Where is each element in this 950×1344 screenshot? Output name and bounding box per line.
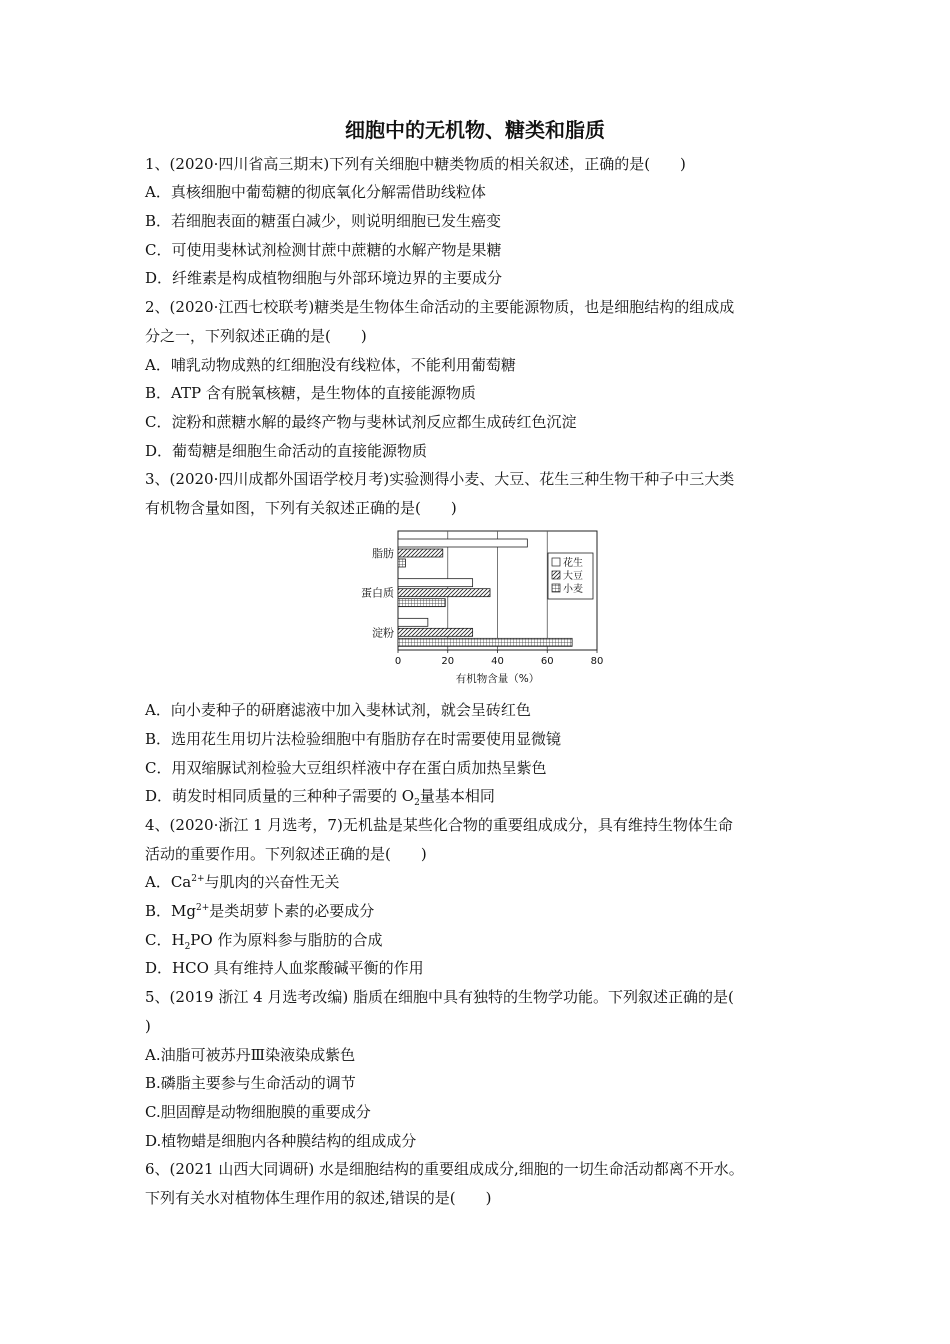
q4-option-d: D．HCO 具有维持人血浆酸碱平衡的作用 [145,959,424,977]
x-tick-label: 0 [394,656,402,667]
bar [398,539,527,547]
category-label: 蛋白质 [361,586,394,600]
bar [398,579,473,587]
bar [398,638,572,646]
q1-option-c: C．可使用斐林试剂检测甘蔗中蔗糖的水解产物是果糖 [145,241,502,259]
bar [398,618,428,626]
q5-option-d: D.植物蜡是细胞内各种膜结构的组成成分 [145,1132,417,1150]
q2-option-d: D．葡萄糖是细胞生命活动的直接能源物质 [145,442,428,460]
x-tick-label: 40 [491,656,504,667]
question-5-stem-line-2: ) [145,1017,151,1035]
question-3-stem-line-2: 有机物含量如图，下列有关叙述正确的是( ) [145,499,457,517]
q3-option-a: A．向小麦种子的研磨滤液中加入斐林试剂，就会呈砖红色 [145,701,531,719]
legend-label: 花生 [563,558,583,569]
category-label: 淀粉 [372,626,394,640]
legend-swatch [552,584,560,592]
legend-swatch [552,571,560,579]
q1-option-b: B．若细胞表面的糖蛋白减少，则说明细胞已发生癌变 [145,212,502,230]
question-4-stem-line-2: 活动的重要作用。下列叙述正确的是( ) [145,845,427,863]
q3-option-d: D．萌发时相同质量的三种种子需要的 $O_2$量基本相同 [145,787,495,808]
organic-content-bar-chart [352,526,612,691]
q4-option-a: A．$Ca^{2+}$与肌肉的兴奋性无关 [145,873,340,891]
bar [398,599,445,607]
x-axis-label: 有机物含量（%） [455,673,540,685]
question-2-stem-line-1: 2、(2020·江西七校联考)糖类是生物体生命活动的主要能源物质，也是细胞结构的组成成 [145,298,735,316]
q4-option-b: B．$Mg^{2+}$是类胡萝卜素的必要成分 [145,902,375,920]
x-tick-label: 80 [590,656,604,667]
bar [398,559,405,567]
q2-option-a: A．哺乳动物成熟的红细胞没有线粒体，不能利用葡萄糖 [145,356,516,374]
q2-option-b: B．ATP 含有脱氧核糖，是生物体的直接能源物质 [145,384,476,402]
x-tick-label: 20 [441,656,455,667]
q2-option-c: C．淀粉和蔗糖水解的最终产物与斐林试剂反应都生成砖红色沉淀 [145,413,577,431]
bar [398,549,443,557]
page-title: 细胞中的无机物、糖类和脂质 [345,118,605,142]
q3-option-b: B．选用花生用切片法检验细胞中有脂肪存在时需要使用显微镜 [145,730,562,748]
bar [398,628,473,636]
question-6-stem-line-2: 下列有关水对植物体生理作用的叙述,错误的是( ) [145,1189,492,1207]
question-3-stem-line-1: 3、(2020·四川成都外国语学校月考)实验测得小麦、大豆、花生三种生物干种子中三大类 [145,470,735,488]
question-4-stem-line-1: 4、(2020·浙江 1 月选考，7)无机盐是某些化合物的重要组成成分，具有维持生物体生命 [145,816,733,834]
x-tick-label: 60 [540,656,554,667]
q5-option-c: C.胆固醇是动物细胞膜的重要成分 [145,1103,371,1121]
q3-option-c: C．用双缩脲试剂检验大豆组织样液中存在蛋白质加热呈紫色 [145,759,547,777]
question-5-stem-line-1: 5、(2019 浙江 4 月选考改编) 脂质在细胞中具有独特的生物学功能。下列叙述正确的是( [145,988,734,1006]
q5-option-a: A.油脂可被苏丹Ⅲ染液染成紫色 [145,1046,356,1064]
legend-label: 大豆 [563,571,583,582]
q1-option-a: A．真核细胞中葡萄糖的彻底氧化分解需借助线粒体 [145,183,486,201]
category-label: 脂肪 [372,547,394,560]
bar [398,589,490,597]
question-6-stem-line-1: 6、(2021 山西大同调研) 水是细胞结构的重要组成成分,细胞的一切生命活动都离不开水。 [145,1160,744,1178]
q5-option-b: B.磷脂主要参与生命活动的调节 [145,1074,356,1092]
legend-label: 小麦 [563,584,583,595]
legend-swatch [552,558,560,566]
q1-option-d: D．纤维素是构成植物细胞与外部环境边界的主要成分 [145,269,503,287]
q4-option-c: C．$H_2PO$ 作为原料参与脂肪的合成 [145,931,383,952]
question-1-stem: 1、(2020·四川省高三期末)下列有关细胞中糖类物质的相关叙述，正确的是( ) [145,155,686,173]
question-2-stem-line-2: 分之一，下列叙述正确的是( ) [145,327,367,345]
